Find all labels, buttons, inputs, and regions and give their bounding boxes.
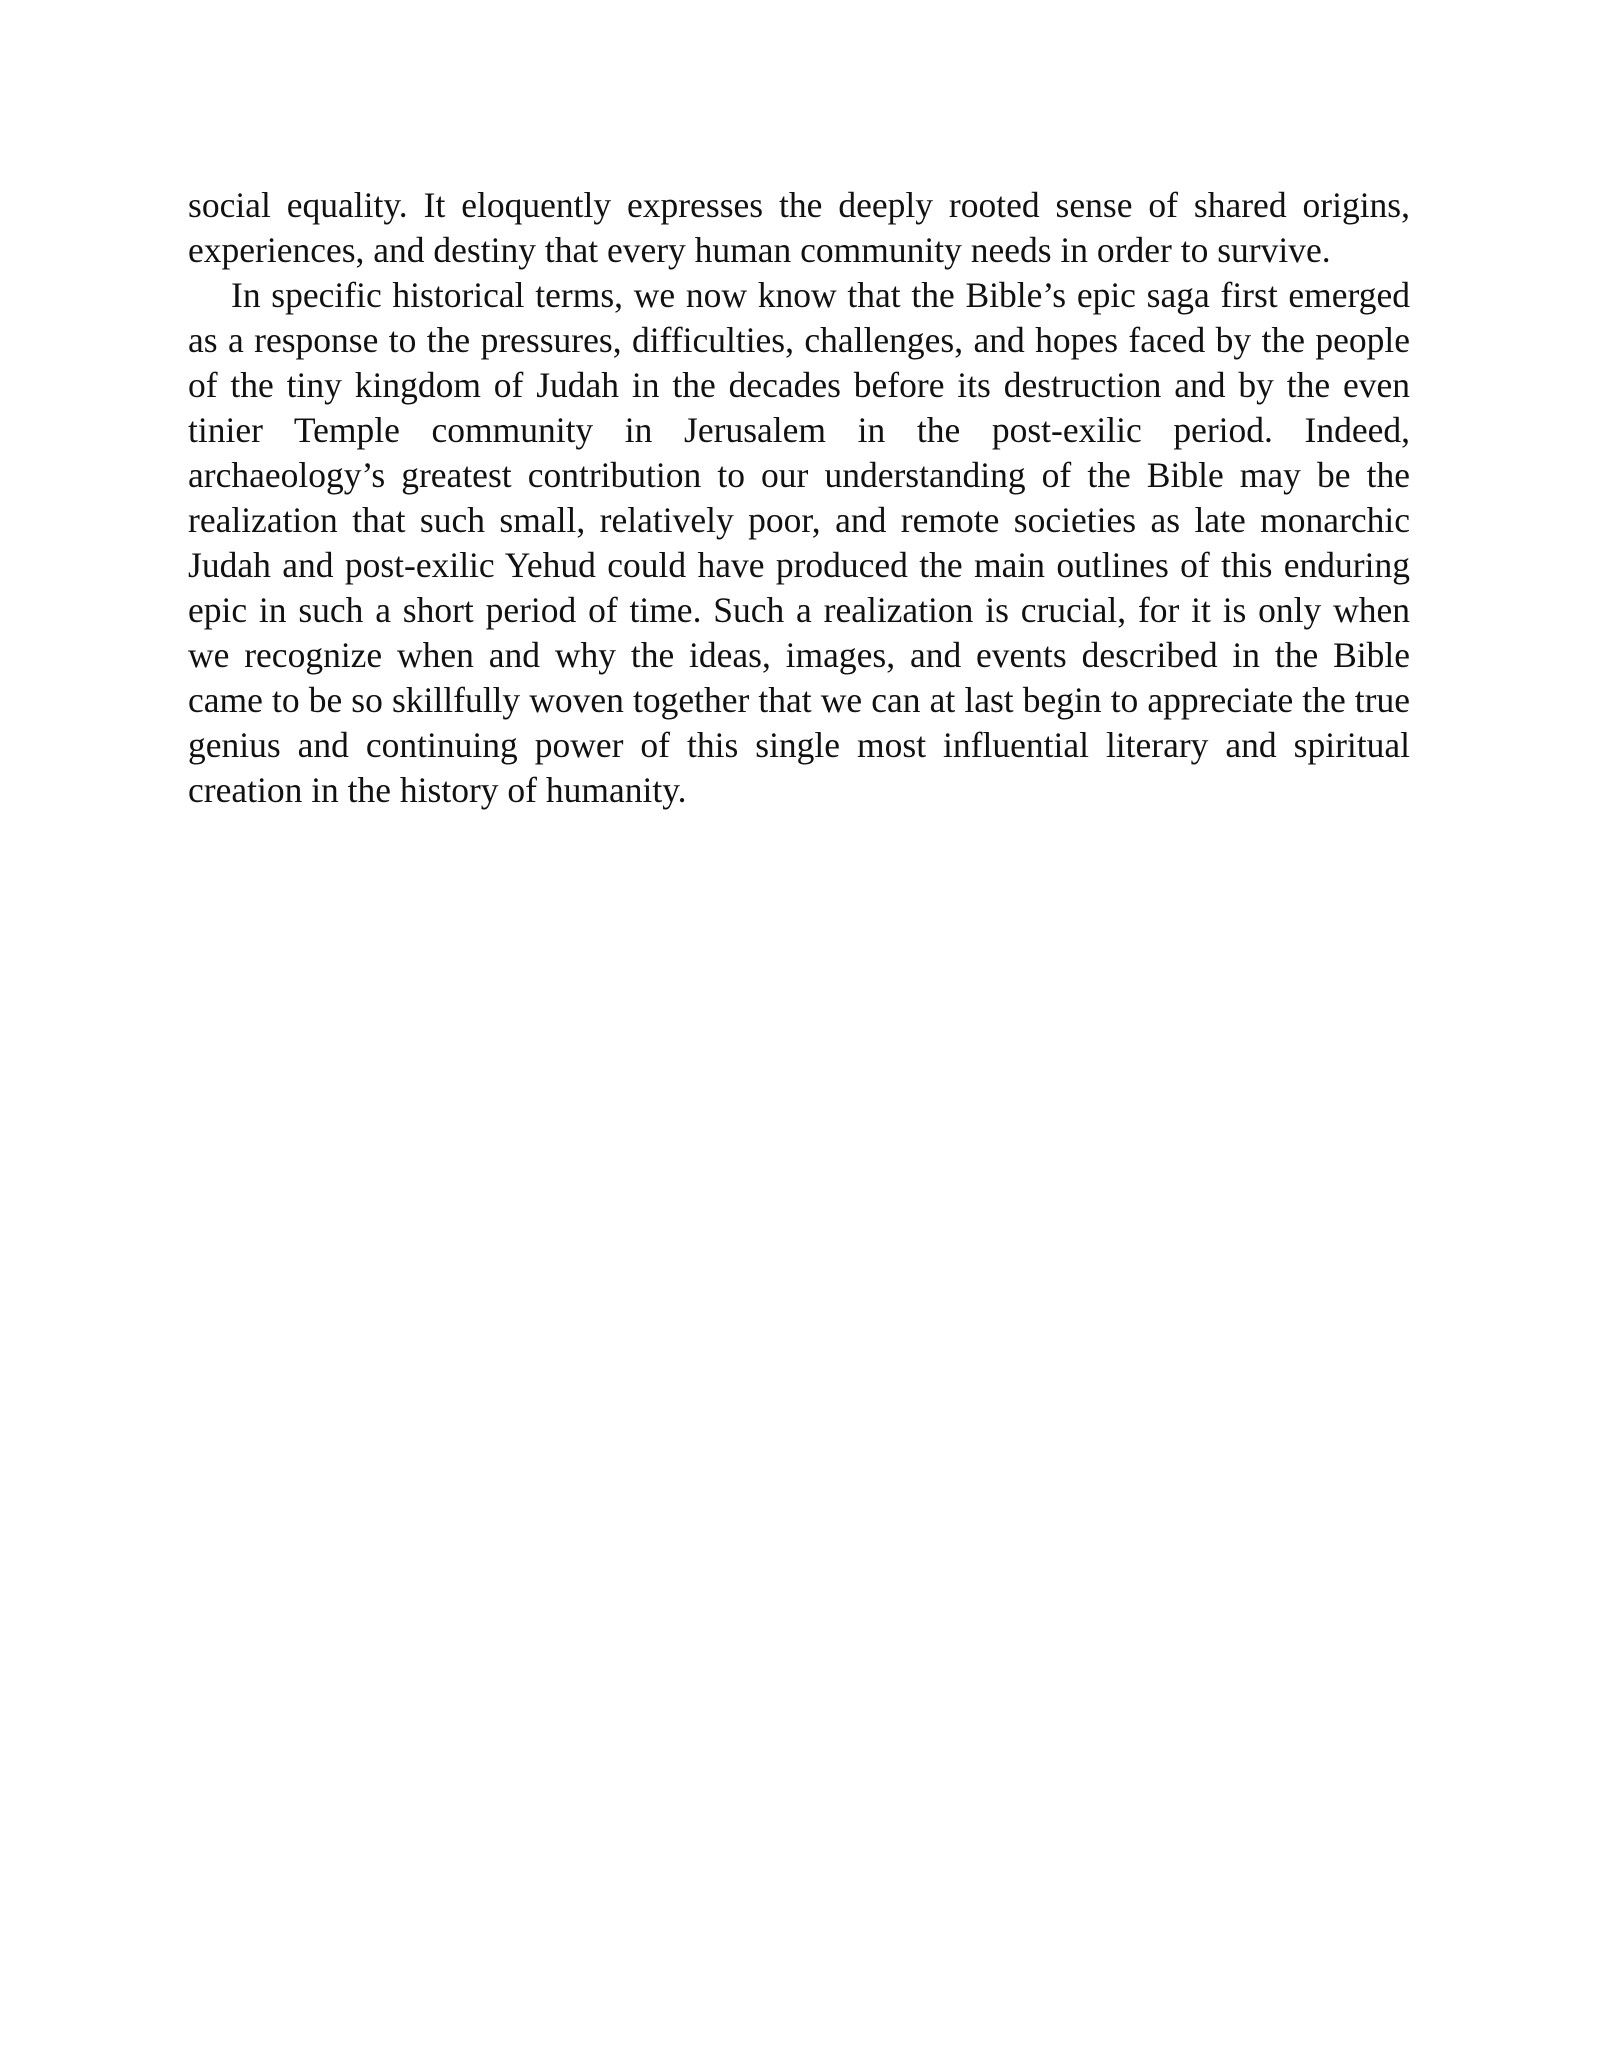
paragraph: In specific historical terms, we now know that the Bible’s epic saga first emerged as a response to the pressures, difficulties, challenges, and hopes faced by the people of the tiny kingdom of Judah in the decades before its destruction and by the even tinier Temple community in Jerusalem in the post-exilic period. Indeed, archaeology’s greatest contribution to our understanding of the Bible may be the realization that such small, relatively poor, and remote societies as late monarchic Judah and post-exilic Yehud could have produced the main outlines of this enduring epic in such a short period of time. Such a realization is crucial, for it is only when we recognize when and why the ideas, images, and events described in the Bible came to be so skillfully woven together that we can at last begin to appreciate the true genius and continuing power of this single most influential literary and spiritual creation in the history of humanity. xyxy=(188,275,1410,810)
paragraph-continuation: social equality. It eloquently expresses the deeply rooted sense of shared origins, experiences, and destiny that every human community needs in order to survive. xyxy=(188,185,1410,270)
body-text xyxy=(188,183,1410,813)
